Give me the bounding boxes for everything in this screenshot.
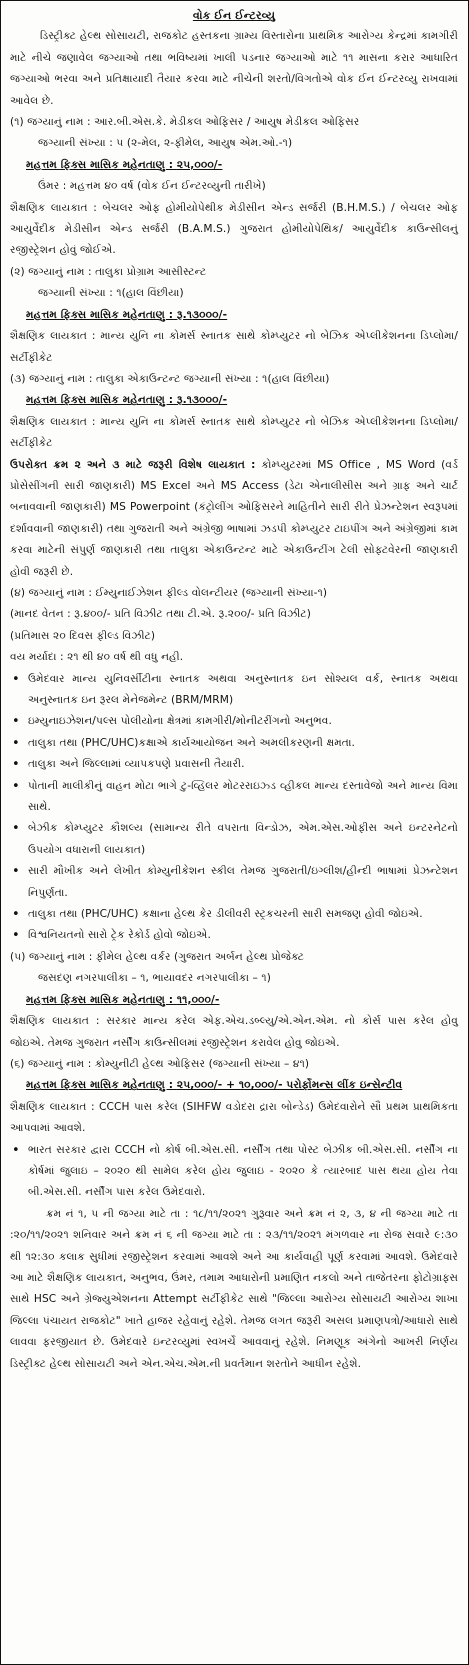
post-5-qualification: શૈક્ષણિક લાયકાત : સરકાર માન્ય કરેલ એફ.એચ.ડબ્લ્યુ/એ.એન.એમ. નો કોર્સ પાસ કરેલ હોવુ જોઇએ. તેમજ ગુજરાત નર્સીંગ કાઉન્સીલમાં રજીસ્ટ્રેશન કરાવેલ હોવુ જોઇએ. [10, 1015, 458, 1049]
post-5-section [10, 947, 458, 1054]
post-5-salary [10, 990, 458, 1011]
closing-paragraph: ક્રમ નં ૧, ૫ ની જગ્યા માટે તા : ૧૮/૧૧/૨૦૨૧ ગુરૂવાર અને ક્રમ નં ૨, ૩, ૪ ની જગ્યા માટે તા :૨૦/૧૧/૨૦૨૧ શનિવાર અને ક્રમ નં ૬ ની જગ્યા માટે તા : ૨૩/૧૧/૨૦૨૧ મંગળવાર ના રોજ સવારે ૯:૩૦ થી ૧૨:૩૦ કલાક સુધીમાં રજીસ્ટ્રેશન કરવામાં આવશે અને આ કાર્યવાહી પૂર્ણ કરવામાં આવશે. ઉમેદવારે આ માટે શૈક્ષણિક લાયકાત, અનુભવ, ઉંમર, તમામ આધારોની પ્રમાણિત નકલો અને તાજેતરના ફોટોગ્રાફ્સ સાથે HSC અને ગ્રેજ્યુએશનના Attempt સર્ટીફીકેટ સાથે "જિલ્લા આરોગ્ય સોસાયટી આરોગ્ય શાખા જિલ્લા પંચાયત રાજકોટ" ખાતે હાજર રહેવાનું રહેશે. તેમજ લગત જરૂરી અસલ પ્રમાણપત્રો/આધારો સાથે લાવવા ફરજીયાત છે. ઉમેદવારે ઇન્ટરવ્યુમાં સ્વખર્ચે આવવાનું રહેશે. નિમણૂક અંગેનો આખરી નિર્ણય ડિસ્ટ્રીક્ટ હેલ્થ સોસાયટી અને એન.એચ.એમ.ની પ્રવર્તમાન શરતોને આધીન રહેશે. [10, 1207, 458, 1370]
special-qualification-body: કોમ્પ્યુટરમાં MS Office , MS Word (વર્ડ પ્રોસેસીંગની સારી જાણકારી) MS Excel અને MS Access (ડેટા એનાલીસીસ અને ગ્રાફ અને ચાર્ટ બનાવવાની જાણકારી) MS Powerpoint (કંટ્રોલીંગ ઓફિસરને માહિતીને સારી રીતે પ્રેઝન્ટેશન સ્વરૂપમાં દર્શાવવાની જાણકારી) તથા ગુજરાતી અને અંગ્રેજી ભાષામાં ઝડપી કોમ્પ્યુટર ટાઇપીંગ અને અંગ્રેજીમાં કામ કરવા માટેની સંપુર્ણ જાણકારી તથા તાલુકા એકાઉન્ટન્ટ માટે એકાઉન્ટીંગ ટેલી સોફ્ટવેરની જાણકારી હોવી જરૂરી છે. [10, 458, 459, 578]
post-4-section [10, 583, 458, 947]
post-6-salary-amount: ૨૫,૦૦૦/- + ૧૦,૦૦૦/- પરોર્ફોમન્સ લીંક ઇન્સેન્ટીવ [176, 1079, 403, 1092]
list-item: • સારી મૌખીક અને લેખીત કોમ્યુનીકેશન સ્કીલ તેમજ ગુજરાતી/ઇગ્લીશ/હીન્દી ભાષામાં પ્રેઝન્ટેશન નિપુર્ણતા. [10, 861, 458, 904]
special-qualification-lead: ઉપરોક્ત ક્રમ ૨ અને ૩ માટે જરૂરી વિશેષ લાયકાત : [10, 458, 256, 471]
post-2-section [10, 262, 458, 369]
bullet-icon: • [12, 821, 20, 837]
post-5-name: (૫) જગ્યાનું નામ : ફીમેલ હેલ્થ વર્કર (ગુજરાત અર્બન હેલ્થ પ્રોજેક્ટ [10, 950, 305, 963]
bullet-icon: • [12, 1142, 20, 1158]
post-6-name: (૬) જગ્યાનું નામ : કોમ્યુનીટી હેલ્થ ઓફિસર (જગ્યાની સંખ્યા – ૪૧) [10, 1057, 310, 1070]
post-5-places: જસદણ નગરપાલીકા – ૧, ભાયાવદર નગરપાલીકા – ૧) [38, 972, 271, 985]
post-5-salary-label: મહત્તમ ફિક્સ માસિક મહેનતાણુ : [26, 993, 174, 1006]
post-6-qualification: શૈક્ષણિક લાયકાત : CCCH પાસ કરેલ (SIHFW વડોદરા દ્રારા બોન્ડેડ) ઉમેદવારોને સૌ પ્રથમ પ્રાથમિકતા આપવામાં આવશે. [10, 1100, 458, 1135]
post-3-salary [10, 390, 458, 411]
post-4-visits: (પ્રતિમાસ ૨૦ દિવસ ફીલ્ડ વિઝીટ) [10, 629, 156, 642]
list-item: • ઇમ્યુનાઇઝેશન/પલ્સ પોલીયોના ક્ષેત્રમાં કામગીરી/મોનીટરીંગનો અનુભવ. [10, 711, 458, 732]
post-6-salary [10, 1075, 458, 1096]
special-qualification [10, 455, 458, 583]
post-6-requirements [10, 1140, 458, 1204]
list-item: • પોતાની માલીકીનું વાહન મોટા ભાગે ટુ-વ્હિલર મોટરરાઇઝ્ડ વ્હીકલ માન્ય દસ્તાવેજો અને માન્ય વિમા સાથે. [10, 776, 458, 819]
post-1-count: જગ્યાની સંખ્યા : ૫ (૨-મેલ, ૨-ફીમેલ, આયુષ એમ.ઓ.-૧) [38, 137, 293, 150]
post-1-age: ઉંમર : મહત્તમ ૪૦ વર્ષ (વોક ઈન ઈન્ટરવ્યુની તારીખે) [38, 180, 266, 193]
bullet-icon: • [12, 757, 20, 773]
post-1-salary-label: મહત્તમ ફિક્સ માસિક મહેનતાણુ : [26, 158, 174, 171]
post-2-count: જગ્યાની સંખ્યા : ૧(હાલ વિંછીયા) [38, 287, 184, 300]
post-2-salary [10, 305, 458, 326]
post-6-section [10, 1054, 458, 1204]
list-item: • બેઝીક કોમ્પ્યુટર કૌશલ્ય (સામાન્ય રીતે વપરાતા વિન્ડોઝ, એમ.એસ.ઓફીસ અને ઇન્ટરનેટનો ઉપયોગ વધારાની લાયકાત) [10, 818, 458, 861]
post-1-name: (૧) જગ્યાનું નામ : આર.બી.એસ.કે. મેડીકલ ઓફિસર / આયુષ મેડીકલ ઓફિસર [10, 116, 360, 129]
post-3-qualification: શૈક્ષણિક લાયકાત : માન્ય યુનિ ના કોમર્સ સ્નાતક સાથે કોમ્પ્યુટર નો બેઝિક એપ્લીકેશનના ડિપ્લોમા/સર્ટીફીકેટ [10, 415, 458, 450]
post-2-qualification: શૈક્ષણિક લાયકાત : માન્ય યુનિ ના કોમર્સ સ્નાતક સાથે કોમ્પ્યુટર નો બેઝિક એપ્લીકેશનના ડિપ્લોમા/સર્ટીફીકેટ [10, 330, 458, 364]
post-1-salary [10, 155, 458, 176]
post-5-salary-amount: ૧૧,૦૦૦/- [176, 993, 220, 1006]
post-3-name: (૩) જગ્યાનું નામ : તાલુકા એકાઉન્ટન્ટ જગ્યાની સંખ્યા : ૧(હાલ વિંછીયા) [10, 372, 330, 385]
list-item: • તાલુકા અને જિલ્લામાં વ્યાપકપણે પ્રવાસની તૈયારી. [10, 754, 458, 775]
intro-paragraph: ડિસ્ટ્રીક્ટ હેલ્થ સોસાયટી, રાજકોટ હસ્તકના ગ્રામ્ય વિસ્તારોના પ્રાથમિક આરોગ્ય કેન્દ્રમાં કામગીરી માટે નીચે જણાવેલ જગ્યાઓ તથા ભવિષ્યમાં ખાલી પડનાર જગ્યાઓ માટે ૧૧ માસના કરાર આધારિત જગ્યાઓ ભરવા અને પ્રતિક્ષાયાદી તૈયાર કરવા માટે નીચેની શરતો/વિગતોએ વોક ઈન ઈન્ટરવ્યુ રાખવામાં આવેલ છે. [10, 30, 458, 107]
bullet-icon: • [12, 778, 20, 794]
post-3-section [10, 369, 458, 583]
bullet-icon: • [12, 907, 20, 923]
bullet-icon: • [12, 864, 20, 880]
post-4-honorarium: (માનદ વેતન : રૂ.૪૦૦/- પ્રતિ વિઝીટ તથા ટી.એ. રૂ.૨૦૦/- પ્રતિ વિઝીટ) [10, 608, 311, 621]
post-2-name: (૨) જગ્યાનું નામ : તાલુકા પ્રોગ્રામ આસીસ્ટન્ટ [10, 265, 207, 278]
list-item: • તાલુકા તથા (PHC/UHC) કક્ષાના હેલ્થ કેર ડીલીવરી સ્ટ્રકચરની સારી સમજણ હોવી જોઇએ. [10, 904, 458, 925]
list-item: • ઉમેદવાર માન્ય યુનિવર્સીટીના સ્નાતક અથવા અનુસ્નાતક ઇન સોશ્યલ વર્ક, સ્નાતક અથવા અનુસ્નાતક ઇન રૂરલ મેનેજમેન્ટ (BRM/MRM) [10, 669, 458, 712]
list-item: • તાલુકા તથા (PHC/UHC)કક્ષાએ કાર્યઆયોજન અને અમલીકરણની ક્ષમતા. [10, 733, 458, 754]
post-2-salary-label: મહત્તમ ફિક્સ માસિક મહેનતાણુ : [26, 308, 174, 321]
post-3-salary-label: મહત્તમ ફિક્સ માસિક મહેનતાણુ : [26, 394, 174, 407]
list-item: • ભારત સરકાર દ્વારા CCCH નો કોર્ષ બી.એસ.સી. નર્સીંગ તથા પોસ્ટ બેઝીક બી.એસ.સી. નર્સીંગ ના કોર્ષમાં જુલાઇ – ૨૦૨૦ થી સામેલ કરેલ હોય જુલાઇ - ૨૦૨૦ કે ત્યારબાદ પાસ થયા હોય તેવા બી.એસ.સી. નર્સીંગ પાસ કરેલ ઉમેદવારો. [10, 1140, 458, 1204]
bullet-icon: • [12, 735, 20, 751]
bullet-icon: • [12, 928, 20, 944]
post-1-section [10, 112, 458, 262]
notice-title: વોક ઈન ઈન્ટરવ્યુ [192, 9, 276, 22]
post-1-salary-amount: ૨૫,૦૦૦/- [176, 158, 223, 171]
bullet-icon: • [12, 714, 20, 730]
bullet-icon: • [12, 671, 20, 687]
post-4-requirements [10, 669, 458, 947]
post-1-qualification: શૈક્ષણિક લાયકાત : બેચલર ઓફ હોમીયોપેથીક મેડીસીન એન્ડ સર્જરી (B.H.M.S.) / બેચલર ઓફ આયુર્વેદીક મેડીસીન એન્ડ સર્જરી (B.A.M.S.) ગુજરાત હોમીયોપેથિક/ આયુર્વેદીક કાઉન્સીલનું રજીસ્ટ્રેશન હોવું જોઈએ. [10, 201, 458, 257]
post-3-salary-amount: રૂ.૧૩૦૦૦/- [176, 394, 228, 407]
post-6-salary-label: મહત્તમ ફિક્સ માસિક મહેનતાણુ : [26, 1079, 174, 1092]
post-4-age: વય મર્યાદા : ૨૧ થી ૪૦ વર્ષ થી વધુ નહી. [10, 651, 184, 664]
post-2-salary-amount: રૂ.૧૩૦૦૦/- [176, 308, 228, 321]
list-item: • વિશ્વનિયતનો સારો ટ્રેક રેકોર્ડ હોવો જોઇએ. [10, 925, 458, 946]
post-4-name: (૪) જગ્યાનું નામ : ઈમ્યુનાઈઝેશન ફીલ્ડ વોલન્ટીયર (જગ્યાની સંખ્યા-૧) [10, 586, 328, 599]
